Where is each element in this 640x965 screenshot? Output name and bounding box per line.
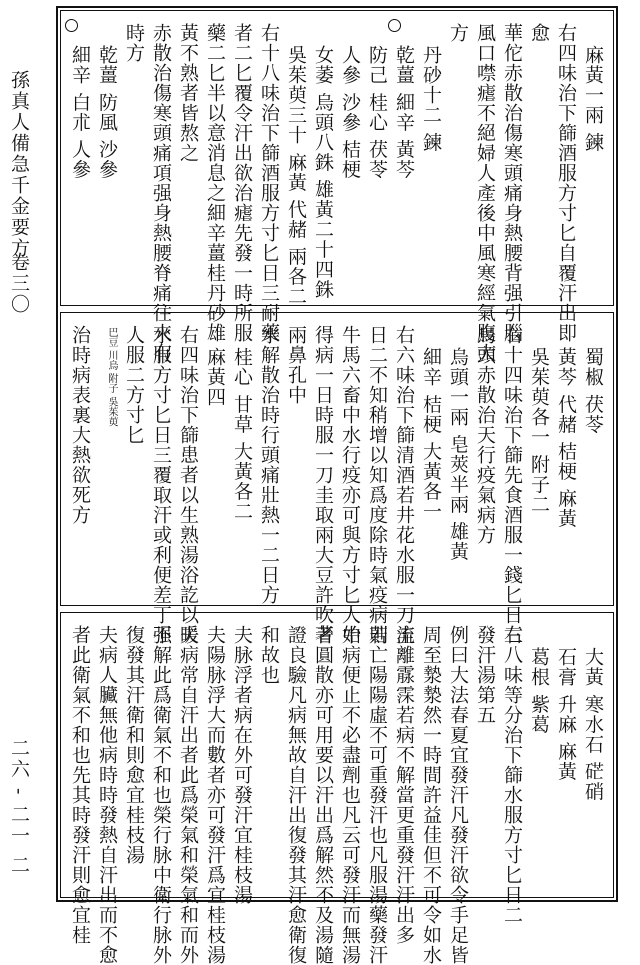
text-column: 人參 沙參 桔梗	[339, 45, 361, 180]
text-column: 夫陽脉浮大而數者亦可發汗爲宜桂枝湯	[204, 625, 226, 965]
text-column: 方	[447, 23, 469, 43]
text-panel-top	[60, 10, 614, 363]
text-column: 黃芩 代赭 桔梗 麻黃	[555, 347, 577, 529]
text-column: 乾薑 細辛 黃芩	[393, 45, 415, 180]
section-circle-mark	[65, 19, 78, 32]
text-column: 例曰大法春夏宜發汗凡發汗欲令手足皆	[447, 625, 469, 965]
text-column: 水服方寸匕日三覆取汗或利便差丁强	[150, 325, 172, 645]
text-column: 夫脉浮者病在外可發汗宜桂枝湯	[231, 625, 253, 905]
text-column: 藥二匕半以意消息之細辛薑桂丹砂雄	[204, 23, 226, 343]
text-column: 葛根 紫葛	[528, 647, 550, 735]
text-column: 右四味治下篩酒服方寸匕自覆汗出即	[555, 23, 577, 343]
text-column: 愈	[528, 23, 550, 43]
text-column: 不解此爲衛氣不和也榮行脉中衛行脉外	[150, 625, 172, 965]
text-column: 烏頭赤散治天行疫氣病方	[474, 325, 496, 545]
text-column: 赤散治傷寒頭痛項强身熱腰脊痛往來有	[150, 23, 172, 363]
text-column: 日二不知稍增以知爲度除時氣疫病若	[366, 325, 388, 645]
section-heading: 發汗湯第五	[474, 625, 496, 725]
text-column: 細辛 白朮 人參	[69, 45, 91, 180]
text-column: 黃不熟者皆熬之	[177, 23, 199, 163]
text-column: 女萎 烏頭八銖 雄黃二十四銖	[312, 45, 334, 300]
text-column: 水解散治時行頭痛壯熱一二日方	[258, 325, 280, 605]
text-column: 者此衛氣不和也先其時發汗則愈宜桂	[69, 625, 91, 945]
text-column: 則亡陽陽虛不可重發汗也凡服湯藥發汗	[366, 625, 388, 965]
text-column: 吳茱萸各一 附子二	[528, 347, 550, 515]
text-column: 丹砂十二 鍊	[420, 45, 442, 153]
page-number: 二六 - 二一 二	[8, 738, 30, 876]
text-column: 右四味治下篩患者以生熟湯浴訖以暖	[177, 325, 199, 645]
text-column: 吳茱萸三十 麻黃 代赭 兩各二	[285, 45, 307, 307]
text-column: 流離霡霂若病不解當更重發汗汗出多	[393, 625, 415, 945]
text-column: 華佗赤散治傷寒頭痛身熱腰背强引腦	[501, 23, 523, 343]
text-column: 右十四味治下篩先食酒服一錢匕日三	[501, 325, 523, 645]
text-column: 復發其汗衛和則愈宜桂枝湯	[123, 625, 145, 865]
text-column: 人服二方寸匕	[123, 325, 145, 445]
text-column: 兩鼻孔中	[285, 325, 307, 405]
text-column: 證良驗凡病無故自汗出復發其汗愈衛復	[285, 625, 307, 965]
volume-label: 卷三〇	[8, 252, 30, 315]
text-column: 風口噤瘧不絕婦人產後中風寒經氣腹大	[474, 23, 496, 363]
text-column: 右六味治下篩清酒若井花水服一刀圭	[393, 325, 415, 645]
text-column: 桂心 甘草 大黃各二	[231, 347, 253, 522]
book-title: 孫真人備急千金要方	[8, 70, 30, 259]
text-column: 者二匕覆令汗出欲治瘧先發一時所服	[231, 23, 253, 343]
text-panel-bottom	[60, 612, 614, 965]
text-column: 夫病常自汗出者此爲榮氣和榮氣和而外	[177, 625, 199, 965]
annotation-column: 巴豆 川烏 附子 吳茱萸	[106, 327, 117, 427]
text-column: 烏頭一兩 皂莢半兩 雄黃	[447, 347, 469, 562]
text-column: 麻黃一兩 鍊	[582, 45, 604, 153]
text-column: 右十八味治下篩酒服方寸匕日三耐藥	[258, 23, 280, 343]
text-column: 和故也	[258, 625, 280, 685]
text-column: 右八味等分治下篩水服方寸匕日二	[501, 625, 523, 925]
text-column: 蜀椒 茯苓	[582, 347, 604, 435]
text-column: 大黃 寒水石 硭硝	[582, 647, 604, 802]
text-column: 細辛 桔梗 大黃各一	[420, 347, 442, 522]
text-column: 治時病表裏大熱欲死方	[69, 325, 91, 525]
text-column: 者圓散亦可用要以汗出爲解然不及湯隨	[312, 625, 334, 965]
text-column: 得病一日時服一刀圭取兩大豆許吹著	[312, 325, 334, 645]
section-circle-mark	[388, 19, 401, 32]
text-column: 防己 桂心 茯苓	[366, 45, 388, 180]
text-column: 石膏 升麻 麻黃	[555, 647, 577, 782]
text-column: 時方	[123, 23, 145, 63]
text-panel-middle	[60, 312, 614, 645]
text-column: 中病便止不必盡劑也凡云可發汗而無湯	[339, 625, 361, 965]
text-column: 夫病人臟無他病時時發熱自汗出而不愈	[96, 625, 118, 965]
text-column: 周至漐漐然一時間許益佳但不可令如水	[420, 625, 442, 965]
text-column: 牛馬六畜中水行疫亦可與方寸匕人始	[339, 325, 361, 645]
text-column: 乾薑 防風 沙參	[96, 45, 118, 180]
text-column: 麻黃四	[204, 347, 226, 407]
